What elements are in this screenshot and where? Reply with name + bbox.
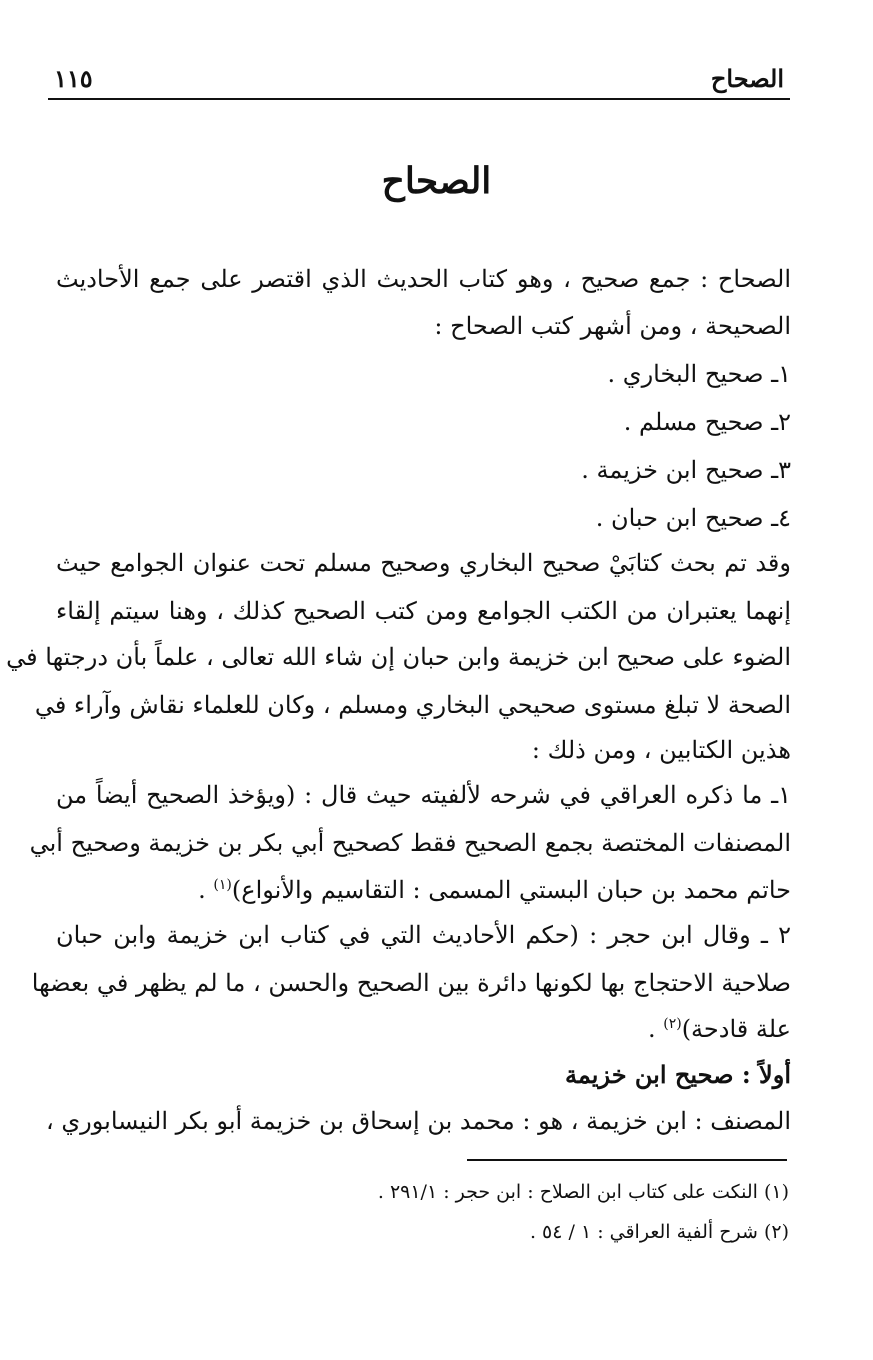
section-line-1: المصنف : ابن خزيمة ، هو : محمد بن إسحاق بن خزيمة أبو بكر النيسابوري ، xyxy=(45,1107,791,1135)
quote2-line-3 xyxy=(648,1012,791,1046)
quote2-line-3-text: علة قادحة) xyxy=(681,1015,791,1043)
running-title: الصحاح xyxy=(710,64,784,93)
intro-line-2: الصحيحة ، ومن أشهر كتب الصحاح : xyxy=(434,312,791,340)
quote1-line-3 xyxy=(198,873,791,907)
quote1-line-3-end: . xyxy=(198,876,214,904)
footnote-ref: (١) xyxy=(213,877,232,893)
chapter-title: الصحاح xyxy=(381,160,492,202)
footnote: (١) النكت على كتاب ابن الصلاح : ابن حجر : ٢٩١/١ . xyxy=(377,1181,789,1203)
paragraph-line: وقد تم بحث كتابَيْ صحيح البخاري وصحيح مسلم تحت عنوان الجوامع حيث xyxy=(56,549,791,577)
footnote-divider xyxy=(467,1159,787,1161)
paragraph-line: الضوء على صحيح ابن خزيمة وابن حبان إن شاء الله تعالى ، علماً بأن درجتها في xyxy=(6,643,791,671)
quote2-line-1: ٢ ـ وقال ابن حجر : (حكم الأحاديث التي في كتاب ابن خزيمة وابن حبان xyxy=(56,921,791,949)
footnote-ref: (٢) xyxy=(663,1016,682,1032)
list-item: ٤ـ صحيح ابن حبان . xyxy=(595,504,791,532)
page-number: ١١٥ xyxy=(54,64,93,93)
quote1-line-2: المصنفات المختصة بجمع الصحيح فقط كصحيح أبي بكر بن خزيمة وصحيح أبي xyxy=(29,829,791,857)
paragraph-line: هذين الكتابين ، ومن ذلك : xyxy=(531,736,791,764)
paragraph-line: إنهما يعتبران من الكتب الجوامع ومن كتب الصحيح كذلك ، وهنا سيتم إلقاء xyxy=(56,597,791,625)
list-item: ١ـ صحيح البخاري . xyxy=(607,360,791,388)
running-header xyxy=(48,62,790,100)
list-item: ٢ـ صحيح مسلم . xyxy=(623,408,791,436)
quote2-line-2: صلاحية الاحتجاج بها لكونها دائرة بين الصحيح والحسن ، ما لم يظهر في بعضها xyxy=(31,969,791,997)
quote1-line-1: ١ـ ما ذكره العراقي في شرحه لألفيته حيث قال : (ويؤخذ الصحيح أيضاً من xyxy=(56,781,791,809)
quote1-line-3-text: حاتم محمد بن حبان البستي المسمى : التقاسيم والأنواع) xyxy=(231,876,791,904)
footnote: (٢) شرح ألفية العراقي : ١ / ٥٤ . xyxy=(529,1221,789,1243)
list-item: ٣ـ صحيح ابن خزيمة . xyxy=(581,456,791,484)
section-heading: أولاً : صحيح ابن خزيمة xyxy=(565,1060,791,1089)
paragraph-line: الصحة لا تبلغ مستوى صحيحي البخاري ومسلم ، وكان للعلماء نقاش وآراء في xyxy=(34,691,791,719)
intro-line-1: الصحاح : جمع صحيح ، وهو كتاب الحديث الذي اقتصر على جمع الأحاديث xyxy=(56,265,791,293)
quote2-line-3-end: . xyxy=(647,1015,664,1043)
